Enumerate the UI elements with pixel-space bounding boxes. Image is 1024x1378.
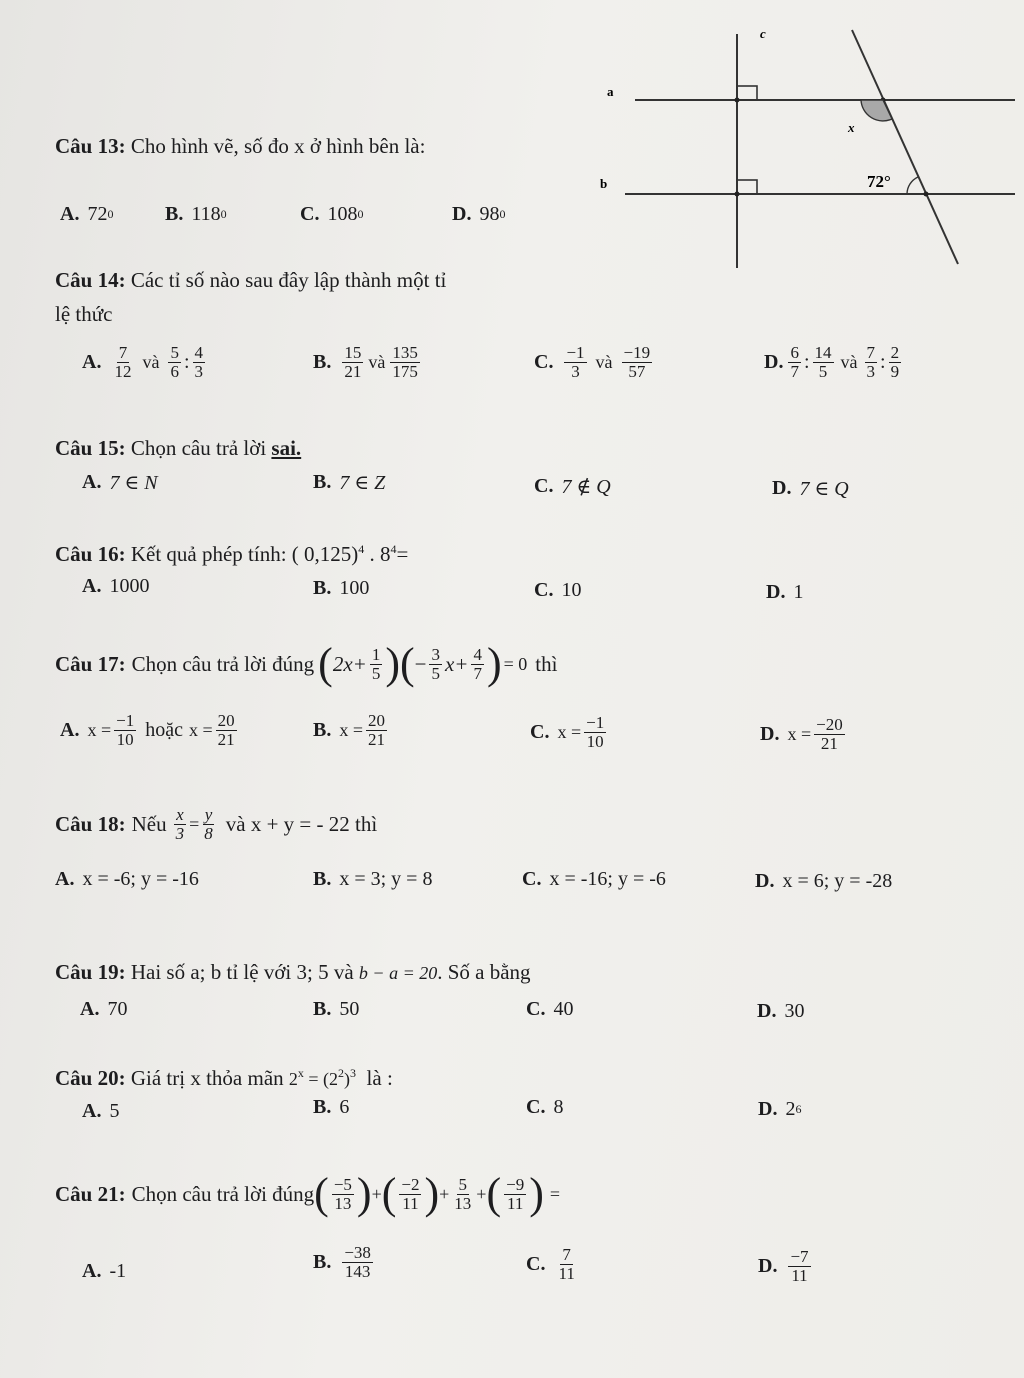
q20-option-a[interactable]: A. 5: [82, 1100, 120, 1122]
question-16: Câu 16: Kết quả phép tính: ( 0,125)$^4$ . $8^4=$: [55, 542, 409, 566]
q15-option-c[interactable]: C. 7 ∉ Q: [534, 475, 611, 498]
q14-option-a[interactable]: A. 7 12 và 5 6 : 4 3: [82, 343, 204, 381]
q18-option-b[interactable]: B. x = 3; y = 8: [313, 868, 433, 890]
q16-number: Câu 16:: [55, 542, 126, 566]
question-15: [55, 436, 301, 461]
q20-option-b[interactable]: B. 6: [313, 1096, 350, 1118]
q14-text: Các tỉ số nào sau đây lập thành một tỉ: [130, 268, 447, 292]
q15-number: Câu 15:: [55, 436, 126, 460]
q14-number: Câu 14:: [55, 268, 126, 292]
q16-option-b[interactable]: B. 100: [313, 577, 370, 599]
q13-text: Cho hình vẽ, số đo x ở hình bên là:: [130, 134, 426, 158]
q21-option-a[interactable]: A. -1: [82, 1260, 127, 1282]
q18-option-a[interactable]: A. x = -6; y = -16: [55, 868, 199, 890]
q15-option-d[interactable]: D. 7 ∈ Q: [772, 477, 849, 500]
question-13: [55, 134, 425, 159]
q13-option-a[interactable]: A. 72 0: [60, 203, 114, 225]
question-14: [55, 268, 446, 293]
q17-option-b[interactable]: B. x = $\frac{20}{21}$: [313, 711, 385, 749]
point-tb: [924, 192, 929, 197]
q17-option-d[interactable]: D. x = $\frac{-20}{21}$: [760, 715, 843, 753]
q15-option-b[interactable]: B. 7 ∈ Z: [313, 471, 386, 494]
label-a: a: [607, 84, 614, 99]
q21-option-c[interactable]: C. 7 11: [526, 1245, 575, 1283]
label-x: x: [848, 120, 855, 135]
q18-option-d[interactable]: D. x = 6; y = -28: [755, 870, 893, 892]
q13-option-d[interactable]: D. 98 0: [452, 203, 506, 225]
question-20: Câu 20: Giá trị x thỏa mãn $2^x = (2^2)^3$ là :: [55, 1066, 393, 1090]
q15-option-a[interactable]: A. 7 ∈ N: [82, 471, 158, 494]
q13-number: Câu 13:: [55, 134, 126, 158]
q19-option-b[interactable]: B. 50: [313, 998, 360, 1020]
point-ca: [735, 98, 740, 103]
q13-option-b[interactable]: B. 118 0: [165, 203, 227, 225]
q13-option-c[interactable]: C. 108 0: [300, 203, 364, 225]
question-17: Câu 17: Chọn câu trả lời đúng ( 2x+ $\frac{1}{5}$ ) ( − $\frac{3}{5}$ x+ $\frac{4}{7}$ ) = 0 thì: [55, 639, 558, 688]
q16-option-d[interactable]: D. 1: [766, 581, 804, 603]
q14-text-line2: lệ thức: [55, 302, 113, 326]
parallel-lines-figure: [590, 20, 1020, 270]
q18-option-c[interactable]: C. x = -16; y = -6: [522, 868, 666, 890]
q17-text: Chọn câu trả lời đúng: [131, 651, 315, 676]
q14-option-d[interactable]: D. 6 7 : 14 5 và 7 3 : 2 9: [764, 343, 900, 381]
angle-72-mark: [907, 177, 918, 194]
q19-option-d[interactable]: D. 30: [757, 1000, 805, 1022]
q17-option-c[interactable]: C. x = $\frac{-1}{10}$: [530, 713, 605, 751]
question-19: Câu 19: Hai số a; b tỉ lệ với 3; 5 và b − a = 20. Số a bằng: [55, 960, 531, 984]
q21-option-d[interactable]: D. −7 11: [758, 1247, 809, 1285]
label-b: b: [600, 176, 608, 191]
q17-thi: thì: [535, 651, 558, 676]
q16-option-c[interactable]: C. 10: [534, 579, 582, 601]
q20-number: Câu 20:: [55, 1066, 126, 1090]
question-18: Câu 18: Nếu $\frac{x}{3}$ = $\frac{y}{8}$ và x + y = - 22 thì: [55, 805, 378, 843]
q20-option-d[interactable]: D. 2 6: [758, 1098, 802, 1120]
q16-text: Kết quả phép tính: ( 0,125): [130, 542, 359, 566]
transversal-line: [852, 30, 958, 264]
q17-number: Câu 17:: [55, 651, 126, 676]
q19-option-a[interactable]: A. 70: [80, 998, 128, 1020]
label-72: 72°: [867, 172, 891, 191]
right-angle-mark-a: [737, 86, 757, 100]
label-c: c: [760, 26, 766, 41]
q15-sai: sai.: [271, 436, 302, 460]
q20-option-c[interactable]: C. 8: [526, 1096, 564, 1118]
q21-number: Câu 21:: [55, 1181, 126, 1206]
q15-text: Chọn câu trả lời: [130, 436, 272, 460]
angle-x-mark: [861, 100, 892, 121]
q19-option-c[interactable]: C. 40: [526, 998, 574, 1020]
q16-option-a[interactable]: A. 1000: [82, 575, 150, 597]
q17-option-a[interactable]: A. x = $\frac{-1}{10}$ hoặc x = $\frac{20}{21}$: [60, 711, 235, 749]
q18-number: Câu 18:: [55, 811, 126, 836]
right-angle-mark-b: [737, 180, 757, 194]
q21-option-b[interactable]: B. −38 143: [313, 1243, 371, 1281]
point-cb: [735, 192, 740, 197]
q14-option-c[interactable]: C. −1 3 và −19 57: [534, 343, 651, 381]
q14-option-b[interactable]: B. 15 21 và 135 175: [313, 343, 418, 381]
question-21: Câu 21: Chọn câu trả lời đúng ( −5 13 ) + ( −2 11 ) + $\frac{5}{13}$ + ( −9 11 ) =: [55, 1169, 561, 1218]
q19-number: Câu 19:: [55, 960, 126, 984]
